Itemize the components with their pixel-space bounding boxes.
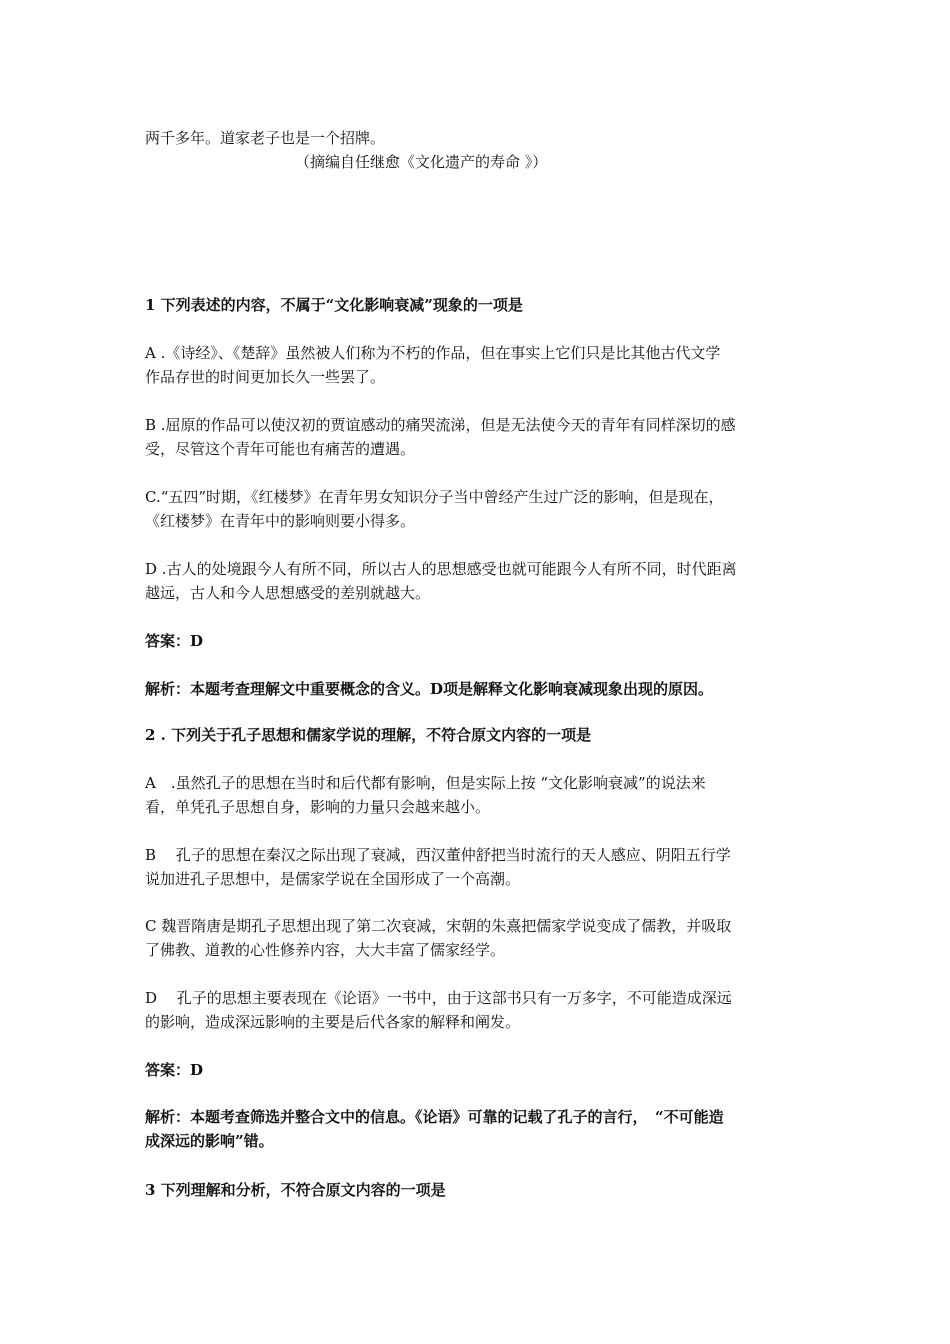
question-2-title: 2 . 下列关于孔子思想和儒家学说的理解，不符合原文内容的一项是 xyxy=(145,726,592,744)
source-citation: （摘编自任继愈《文化遗产的寿命 》） xyxy=(295,153,548,171)
q2-option-c-line1: C 魏晋隋唐是期孔子思想出现了第二次衰减，宋朝的朱熹把儒家学说变成了儒教，并吸取 xyxy=(145,917,732,935)
q2-option-a-line2: 看，单凭孔子思想自身，影响的力量只会越来越小。 xyxy=(145,798,491,816)
q1-option-c-line1: C.“五四”时期，《红楼梦》在青年男女知识分子当中曾经产生过广泛的影响，但是现在， xyxy=(145,488,724,506)
q1-option-d-line1: D .古人的处境跟今人有所不同，所以古人的思想感受也就可能跟今人有所不同，时代距离 xyxy=(145,560,737,578)
q2-analysis-line2: 成深远的影响”错。 xyxy=(145,1132,274,1150)
q2-analysis-line1: 解析：本题考查筛选并整合文中的信息。《论语》可靠的记载了孔子的言行， “不可能造 xyxy=(145,1108,724,1126)
q1-option-d-line2: 越远，古人和今人思想感受的差别就越大。 xyxy=(145,584,431,602)
q1-option-a-line1: A .《诗经》、《楚辞》虽然被人们称为不朽的作品，但在事实上它们只是比其他古代文学 xyxy=(145,344,721,362)
q2-answer: 答案：D xyxy=(145,1061,204,1079)
q1-option-b-line2: 受，尽管这个青年可能也有痛苦的遭遇。 xyxy=(145,440,416,458)
q2-option-d-line2: 的影响，造成深远影响的主要是后代各家的解释和阐发。 xyxy=(145,1013,521,1031)
question-3-title: 3 下列理解和分析，不符合原文内容的一项是 xyxy=(145,1181,446,1199)
question-1-title: 1 下列表述的内容，不属于“文化影响衰减”现象的一项是 xyxy=(145,296,523,314)
q1-answer: 答案：D xyxy=(145,632,204,650)
q2-option-b-line1: B 孔子的思想在秦汉之际出现了衰减，西汉董仲舒把当时流行的天人感应、阴阳五行学 xyxy=(145,846,731,864)
q2-option-b-line2: 说加进孔子思想中，是儒家学说在全国形成了一个高潮。 xyxy=(145,870,521,888)
q2-option-a-line1: A .虽然孔子的思想在当时和后代都有影响，但是实际上按 “文化影响衰减”的说法来 xyxy=(145,774,706,792)
q2-option-d-line1: D 孔子的思想主要表现在《论语》一书中，由于这部书只有一万多字，不可能造成深远 xyxy=(145,989,732,1007)
q1-analysis: 解析：本题考查理解文中重要概念的含义。D项是解释文化影响衰减现象出现的原因。 xyxy=(145,680,714,698)
q2-option-c-line2: 了佛教、道教的心性修养内容，大大丰富了儒家经学。 xyxy=(145,941,506,959)
q1-option-c-line2: 《红楼梦》在青年中的影响则要小得多。 xyxy=(145,512,416,530)
intro-text: 两千多年。道家老子也是一个招牌。 xyxy=(145,129,386,147)
q1-option-a-line2: 作品存世的时间更加长久一些罢了。 xyxy=(145,368,386,386)
q1-option-b-line1: B .屈原的作品可以使汉初的贾谊感动的痛哭流涕，但是无法使今天的青年有同样深切的感 xyxy=(145,416,736,434)
